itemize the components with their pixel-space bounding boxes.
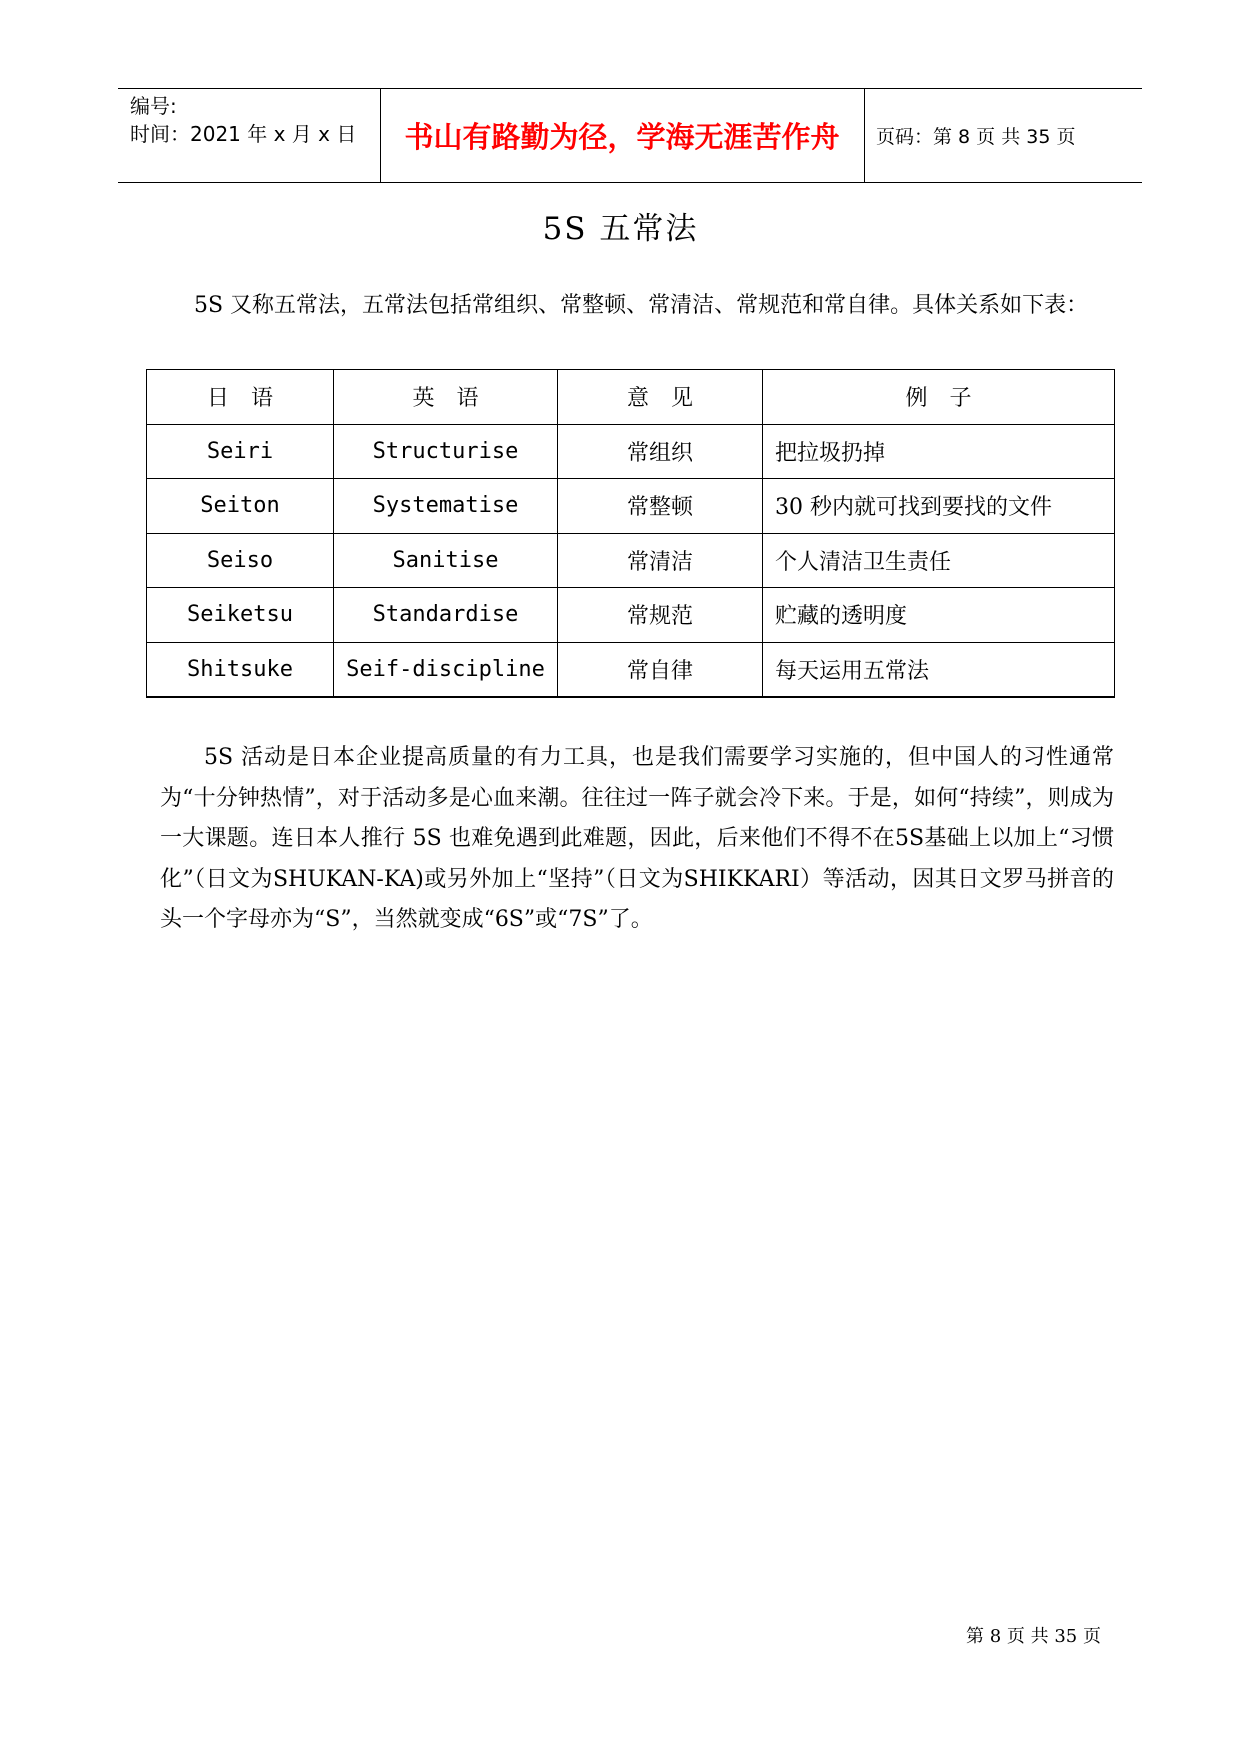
table-row xyxy=(147,588,1115,643)
table-cell: Shitsuke xyxy=(147,642,334,697)
table-cell: 每天运用五常法 xyxy=(763,642,1115,697)
body-text: 5S 活动是日本企业提高质量的有力工具，也是我们需要学习实施的，但中国人的习性通常为“十分钟热情”，对于活动多是心血来潮。往往过一阵子就会冷下来。于是，如何“持续”，则成为一大课题。连日本人推行 5S 也难免遇到此难题，因此，后来他们不得不在5S基础上以加上“习惯化”（日文为SHUKAN-KA)或另外加上“坚持”（日文为SHIKKARI）等活动，因其日文罗马拼音的头一个字母亦为“S”，当然就变成“6S”或“7S”了。 xyxy=(160,745,1114,932)
table-cell: 把拉圾扔掉 xyxy=(763,424,1115,479)
table-cell: Structurise xyxy=(334,424,558,479)
header-page-info: 页码：第 8 页 共 35 页 xyxy=(876,126,1076,148)
table-cell: 常组织 xyxy=(558,424,763,479)
table-header-cell: 英 语 xyxy=(334,370,558,425)
table-header-row xyxy=(147,370,1115,425)
table-header-cell: 日 语 xyxy=(147,370,334,425)
table-cell: Standardise xyxy=(334,588,558,643)
table-cell: Seiton xyxy=(147,479,334,534)
table-cell: 常规范 xyxy=(558,588,763,643)
header-motto: 书山有路勤为径，学海无涯苦作舟 xyxy=(404,120,840,154)
table-header-cell: 意 见 xyxy=(558,370,763,425)
header-meta xyxy=(130,89,380,182)
table-cell: 个人清洁卫生责任 xyxy=(763,533,1115,588)
table-cell: 常清洁 xyxy=(558,533,763,588)
table-cell: 30 秒内就可找到要找的文件 xyxy=(763,479,1115,534)
table-cell: 贮藏的透明度 xyxy=(763,588,1115,643)
table-cell: Seiri xyxy=(147,424,334,479)
table-cell: Sanitise xyxy=(334,533,558,588)
table-cell: Seiketsu xyxy=(147,588,334,643)
table-cell: 常自律 xyxy=(558,642,763,697)
header-divider xyxy=(864,89,865,182)
table-row xyxy=(147,533,1115,588)
document-header xyxy=(118,88,1142,183)
table-row xyxy=(147,424,1115,479)
table-cell: Seif-discipline xyxy=(334,642,558,697)
table-cell: Seiso xyxy=(147,533,334,588)
table-row xyxy=(147,642,1115,697)
time-label: 时间：2021 年 x 月 x 日 xyxy=(130,122,357,146)
table-cell: 常整顿 xyxy=(558,479,763,534)
number-label: 编号: xyxy=(130,94,177,118)
5s-table xyxy=(146,369,1115,698)
page-title: 5S 五常法 xyxy=(542,211,699,247)
body-paragraph xyxy=(160,738,1114,941)
page-footer: 第 8 页 共 35 页 xyxy=(966,1626,1101,1647)
table-cell: Systematise xyxy=(334,479,558,534)
table-row xyxy=(147,479,1115,534)
table-header-cell: 例 子 xyxy=(763,370,1115,425)
intro-text: 5S 又称五常法，五常法包括常组织、常整顿、常清洁、常规范和常自律。具体关系如下表： xyxy=(194,293,1089,318)
intro-paragraph xyxy=(150,286,1114,326)
